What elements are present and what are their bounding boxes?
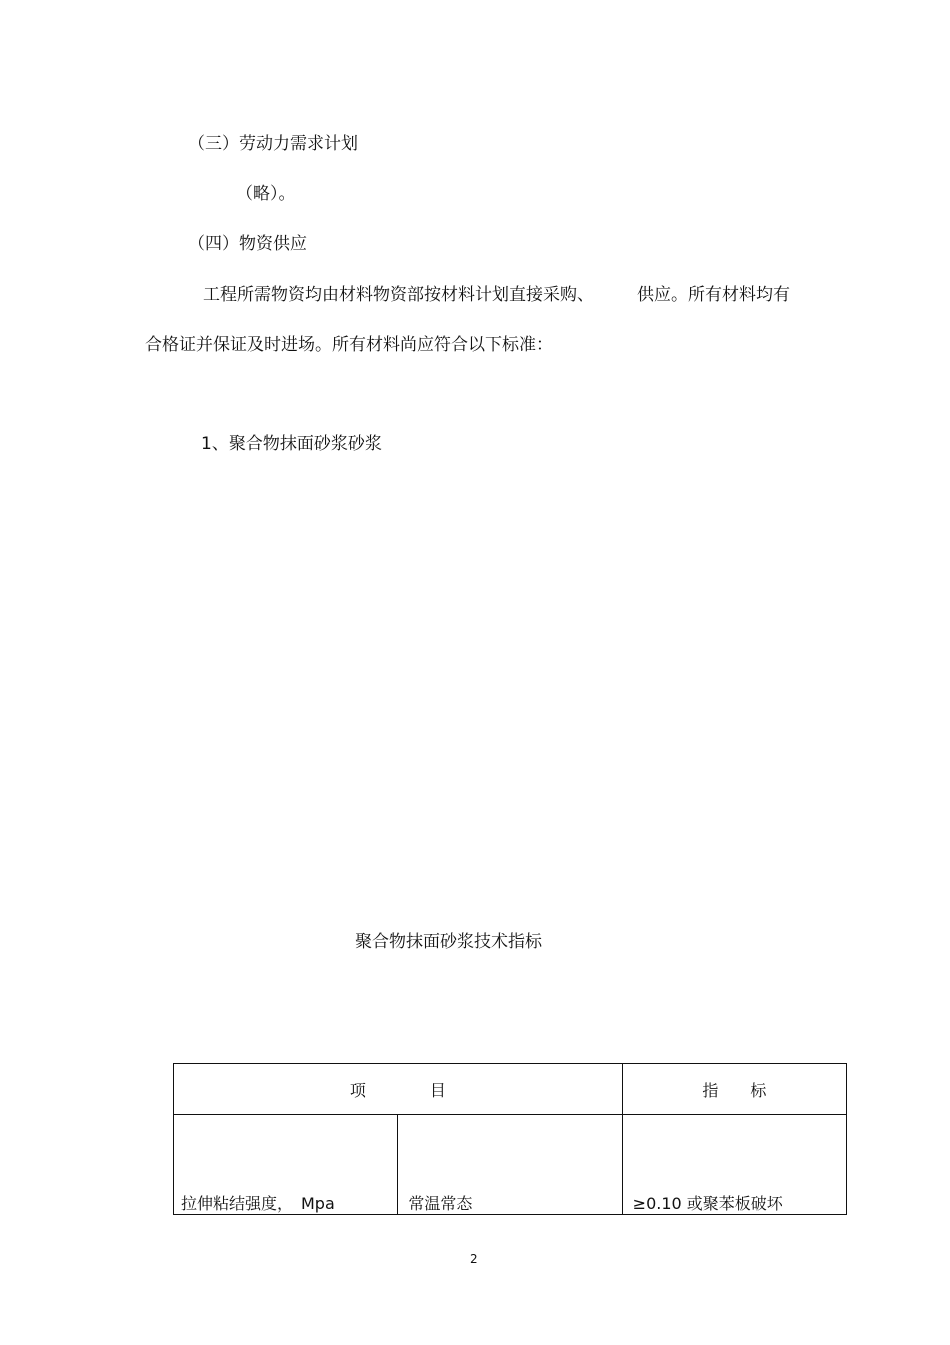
cell-item: 拉伸粘结强度， Mpa: [174, 1115, 398, 1215]
cell-value: ≥0.10 或聚苯板破坏: [622, 1115, 846, 1215]
section-3-body: （略）。: [236, 184, 296, 204]
subsection-title: 1、聚合物抹面砂浆砂浆: [201, 434, 382, 454]
paragraph-line-1-part-1: 工程所需物资均由材料物资部按材料计划直接采购、: [203, 285, 594, 305]
spec-table: [173, 1063, 847, 1215]
section-4-heading: （四）物资供应: [188, 234, 307, 254]
page-number: 2: [470, 1252, 478, 1266]
table-row: [174, 1115, 847, 1215]
paragraph-line-2: 合格证并保证及时进场。所有材料尚应符合以下标准：: [145, 335, 553, 355]
header-item: 项 目: [174, 1064, 623, 1115]
header-index: 指 标: [622, 1064, 846, 1115]
table-caption: 聚合物抹面砂浆技术指标: [355, 932, 542, 952]
section-3-heading: （三）劳动力需求计划: [188, 134, 358, 154]
table-header-row: [174, 1064, 847, 1115]
paragraph-line-1-part-2: 供应。所有材料均有: [637, 285, 790, 305]
cell-condition: 常温常态: [398, 1115, 622, 1215]
